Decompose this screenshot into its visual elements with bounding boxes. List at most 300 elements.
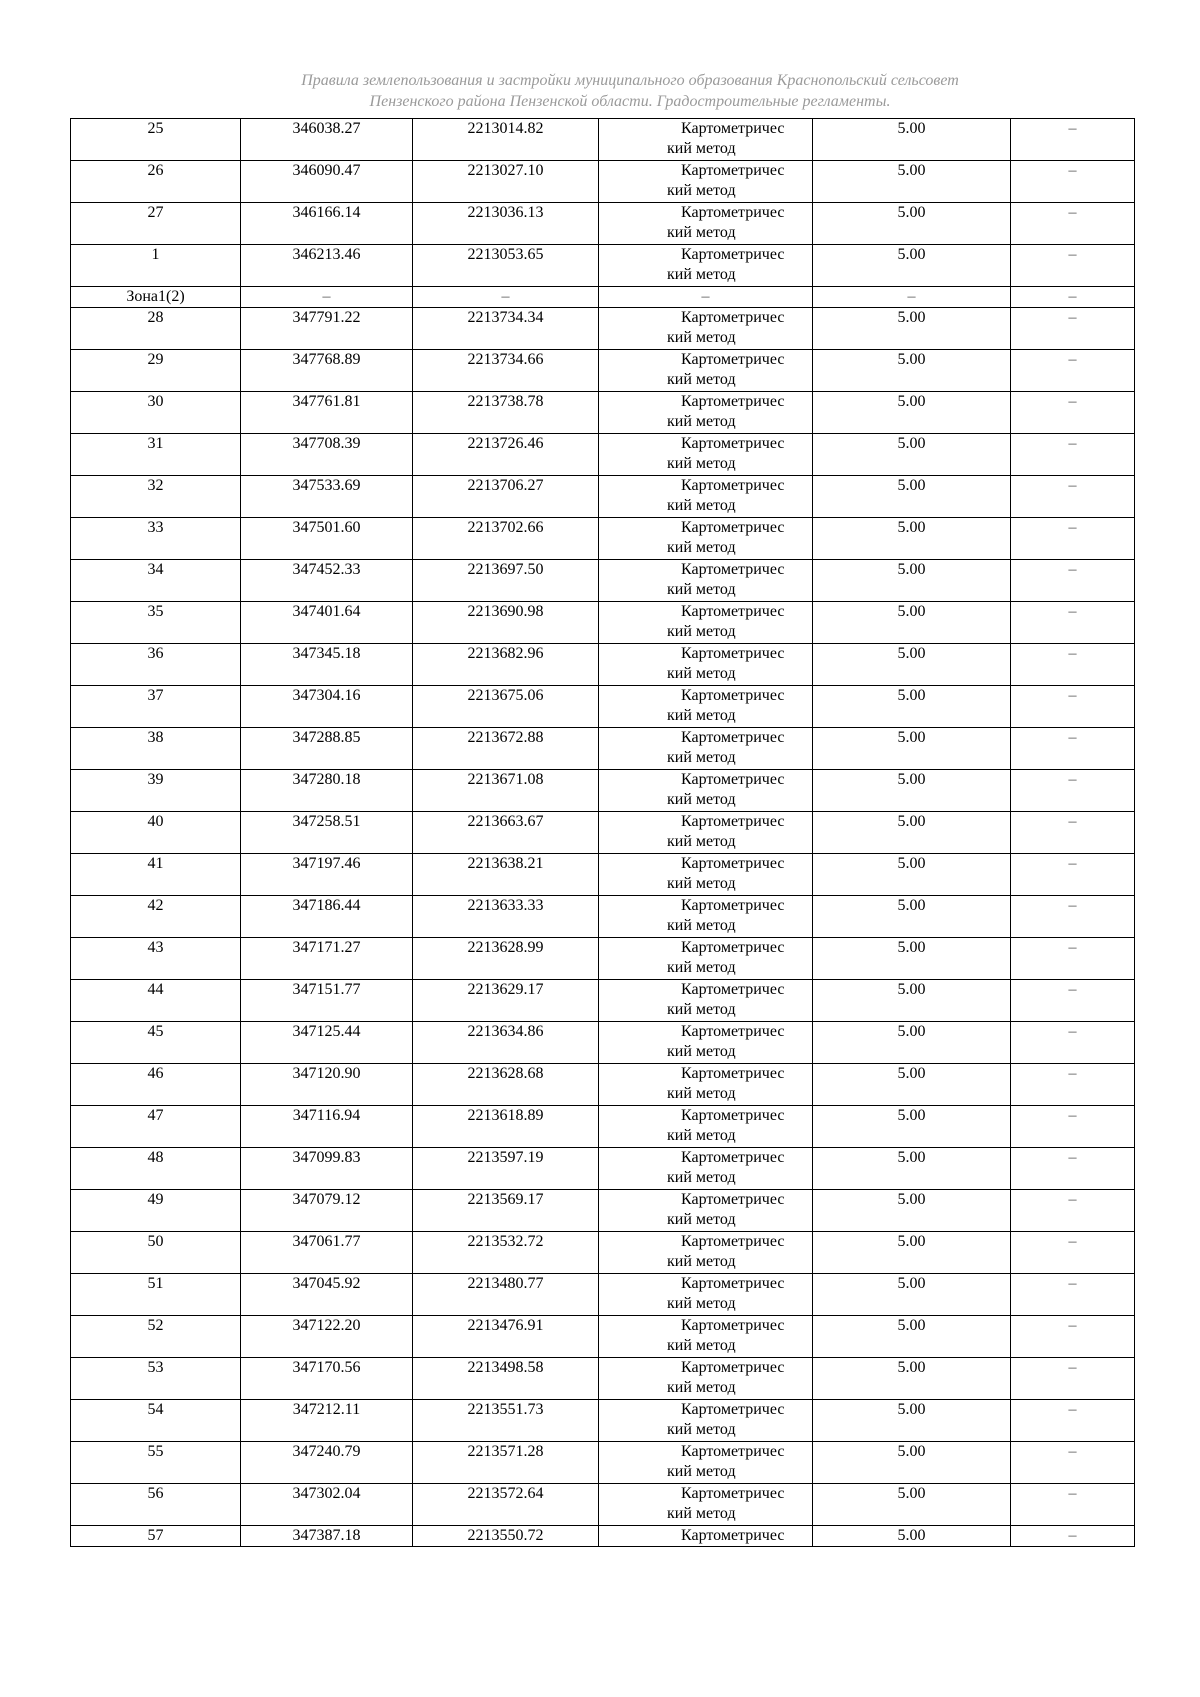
description-cell: – — [1011, 1022, 1135, 1064]
y-coordinate-cell: 2213476.91 — [413, 1316, 599, 1358]
zone-dash-cell: – — [413, 287, 599, 308]
x-coordinate-cell: 347401.64 — [241, 602, 413, 644]
accuracy-cell: 5.00 — [813, 1316, 1011, 1358]
zone-row — [71, 287, 1135, 308]
description-cell: – — [1011, 980, 1135, 1022]
point-number-cell: 39 — [71, 770, 241, 812]
description-cell: – — [1011, 644, 1135, 686]
method-text-line-1: Картометричес — [681, 1317, 785, 1334]
method-text-line-1: Картометричес — [681, 1191, 785, 1208]
point-number-cell: 50 — [71, 1232, 241, 1274]
method-cell — [599, 812, 813, 854]
x-coordinate-cell: 346166.14 — [241, 203, 413, 245]
accuracy-cell: 5.00 — [813, 1274, 1011, 1316]
description-cell: – — [1011, 1148, 1135, 1190]
zone-dash-cell: – — [241, 287, 413, 308]
method-text-line-2: кий метод — [667, 1169, 736, 1186]
y-coordinate-cell: 2213480.77 — [413, 1274, 599, 1316]
x-coordinate-cell: 347345.18 — [241, 644, 413, 686]
method-text-line-1: Картометричес — [681, 1149, 785, 1166]
method-cell — [599, 434, 813, 476]
point-number-cell: 44 — [71, 980, 241, 1022]
accuracy-cell: 5.00 — [813, 434, 1011, 476]
accuracy-cell: 5.00 — [813, 1022, 1011, 1064]
y-coordinate-cell: 2213498.58 — [413, 1358, 599, 1400]
table-row — [71, 854, 1135, 896]
method-cell — [599, 1148, 813, 1190]
table-row — [71, 434, 1135, 476]
method-text-line-1: Картометричес — [681, 1107, 785, 1124]
accuracy-cell: 5.00 — [813, 203, 1011, 245]
method-cell — [599, 350, 813, 392]
x-coordinate-cell: 347302.04 — [241, 1484, 413, 1526]
y-coordinate-cell: 2213734.66 — [413, 350, 599, 392]
method-text-line-1: Картометричес — [681, 813, 785, 830]
point-number-cell: 28 — [71, 308, 241, 350]
x-coordinate-cell: 347280.18 — [241, 770, 413, 812]
point-number-cell: 42 — [71, 896, 241, 938]
method-text-line-1: Картометричес — [681, 981, 785, 998]
y-coordinate-cell: 2213738.78 — [413, 392, 599, 434]
point-number-cell: 54 — [71, 1400, 241, 1442]
description-cell: – — [1011, 350, 1135, 392]
point-number-cell: 34 — [71, 560, 241, 602]
accuracy-cell: 5.00 — [813, 980, 1011, 1022]
y-coordinate-cell: 2213734.34 — [413, 308, 599, 350]
y-coordinate-cell: 2213618.89 — [413, 1106, 599, 1148]
description-cell: – — [1011, 1526, 1135, 1547]
point-number-cell: 41 — [71, 854, 241, 896]
table-row — [71, 1526, 1135, 1547]
method-cell — [599, 1274, 813, 1316]
y-coordinate-cell: 2213629.17 — [413, 980, 599, 1022]
x-coordinate-cell: 347501.60 — [241, 518, 413, 560]
accuracy-cell: 5.00 — [813, 686, 1011, 728]
table-row — [71, 476, 1135, 518]
method-text-line-1: Картометричес — [681, 204, 785, 221]
table-row — [71, 518, 1135, 560]
table-row — [71, 896, 1135, 938]
x-coordinate-cell: 347061.77 — [241, 1232, 413, 1274]
method-text-line-1: Картометричес — [681, 1359, 785, 1376]
method-text-line-1: Картометричес — [681, 603, 785, 620]
point-number-cell: 51 — [71, 1274, 241, 1316]
x-coordinate-cell: 347186.44 — [241, 896, 413, 938]
accuracy-cell: 5.00 — [813, 812, 1011, 854]
description-cell: – — [1011, 161, 1135, 203]
method-text-line-1: Картометричес — [681, 351, 785, 368]
method-cell — [599, 245, 813, 287]
description-cell: – — [1011, 728, 1135, 770]
method-text-line-2: кий метод — [667, 1379, 736, 1396]
method-cell — [599, 518, 813, 560]
method-text-line-2: кий метод — [667, 917, 736, 934]
method-text-line-1: Картометричес — [681, 393, 785, 410]
y-coordinate-cell: 2213027.10 — [413, 161, 599, 203]
method-cell — [599, 1400, 813, 1442]
point-number-cell: 40 — [71, 812, 241, 854]
x-coordinate-cell: 346038.27 — [241, 119, 413, 161]
header-line-2: Пензенского района Пензенской области. Градостроительные регламенты. — [369, 93, 891, 110]
description-cell: – — [1011, 1358, 1135, 1400]
x-coordinate-cell: 347791.22 — [241, 308, 413, 350]
method-cell — [599, 1358, 813, 1400]
point-number-cell: 38 — [71, 728, 241, 770]
table-row — [71, 1022, 1135, 1064]
y-coordinate-cell: 2213628.68 — [413, 1064, 599, 1106]
description-cell: – — [1011, 770, 1135, 812]
description-cell: – — [1011, 1106, 1135, 1148]
method-text-line-1: Картометричес — [681, 162, 785, 179]
x-coordinate-cell: 346090.47 — [241, 161, 413, 203]
method-text-line-1: Картометричес — [681, 120, 785, 137]
method-cell — [599, 770, 813, 812]
table-row — [71, 308, 1135, 350]
y-coordinate-cell: 2213706.27 — [413, 476, 599, 518]
y-coordinate-cell: 2213014.82 — [413, 119, 599, 161]
description-cell: – — [1011, 938, 1135, 980]
table-row — [71, 1316, 1135, 1358]
method-text-line-1: Картометричес — [681, 1065, 785, 1082]
description-cell: – — [1011, 1232, 1135, 1274]
table-row — [71, 938, 1135, 980]
x-coordinate-cell: 347122.20 — [241, 1316, 413, 1358]
method-cell — [599, 938, 813, 980]
method-text-line-2: кий метод — [667, 665, 736, 682]
method-text-line-2: кий метод — [667, 182, 736, 199]
y-coordinate-cell: 2213036.13 — [413, 203, 599, 245]
method-cell — [599, 161, 813, 203]
point-number-cell: 46 — [71, 1064, 241, 1106]
accuracy-cell: 5.00 — [813, 1484, 1011, 1526]
method-text-line-2: кий метод — [667, 749, 736, 766]
method-text-line-2: кий метод — [667, 539, 736, 556]
y-coordinate-cell: 2213682.96 — [413, 644, 599, 686]
method-cell — [599, 1190, 813, 1232]
y-coordinate-cell: 2213633.33 — [413, 896, 599, 938]
method-cell — [599, 1064, 813, 1106]
x-coordinate-cell: 347387.18 — [241, 1526, 413, 1547]
zone-dash-cell: – — [813, 287, 1011, 308]
y-coordinate-cell: 2213697.50 — [413, 560, 599, 602]
method-text-line-2: кий метод — [667, 497, 736, 514]
method-text-line-2: кий метод — [667, 1253, 736, 1270]
x-coordinate-cell: 347125.44 — [241, 1022, 413, 1064]
method-text-line-1: Картометричес — [681, 477, 785, 494]
description-cell: – — [1011, 434, 1135, 476]
point-number-cell: 37 — [71, 686, 241, 728]
description-cell: – — [1011, 812, 1135, 854]
table-row — [71, 1400, 1135, 1442]
zone-dash-cell: – — [1011, 287, 1135, 308]
point-number-cell: 29 — [71, 350, 241, 392]
table-row — [71, 1106, 1135, 1148]
method-cell — [599, 119, 813, 161]
method-cell — [599, 1232, 813, 1274]
point-number-cell: 57 — [71, 1526, 241, 1547]
point-number-cell: 45 — [71, 1022, 241, 1064]
y-coordinate-cell: 2213671.08 — [413, 770, 599, 812]
method-text-line-1: Картометричес — [681, 645, 785, 662]
method-text-line-1: Картометричес — [681, 687, 785, 704]
method-text-line-2: кий метод — [667, 413, 736, 430]
description-cell: – — [1011, 602, 1135, 644]
point-number-cell: 49 — [71, 1190, 241, 1232]
method-text-line-1: Картометричес — [681, 1401, 785, 1418]
method-text-line-2: кий метод — [667, 1337, 736, 1354]
method-text-line-2: кий метод — [667, 1421, 736, 1438]
method-text-line-2: кий метод — [667, 1001, 736, 1018]
description-cell: – — [1011, 245, 1135, 287]
description-cell: – — [1011, 518, 1135, 560]
x-coordinate-cell: 347079.12 — [241, 1190, 413, 1232]
method-text-line-1: Картометричес — [681, 309, 785, 326]
method-text-line-1: Картометричес — [681, 729, 785, 746]
description-cell: – — [1011, 1064, 1135, 1106]
description-cell: – — [1011, 1316, 1135, 1358]
accuracy-cell: 5.00 — [813, 854, 1011, 896]
y-coordinate-cell: 2213675.06 — [413, 686, 599, 728]
description-cell: – — [1011, 476, 1135, 518]
point-number-cell: 35 — [71, 602, 241, 644]
table-row — [71, 350, 1135, 392]
x-coordinate-cell: 347761.81 — [241, 392, 413, 434]
method-text-line-1: Картометричес — [681, 435, 785, 452]
description-cell: – — [1011, 686, 1135, 728]
method-text-line-2: кий метод — [667, 1085, 736, 1102]
method-text-line-1: Картометричес — [681, 1443, 785, 1460]
point-number-cell: 27 — [71, 203, 241, 245]
x-coordinate-cell: 347045.92 — [241, 1274, 413, 1316]
description-cell: – — [1011, 1400, 1135, 1442]
accuracy-cell: 5.00 — [813, 308, 1011, 350]
y-coordinate-cell: 2213550.72 — [413, 1526, 599, 1547]
y-coordinate-cell: 2213053.65 — [413, 245, 599, 287]
point-number-cell: 52 — [71, 1316, 241, 1358]
method-text-line-2: кий метод — [667, 791, 736, 808]
point-number-cell: 32 — [71, 476, 241, 518]
method-text-line-1: Картометричес — [681, 519, 785, 536]
x-coordinate-cell: 347170.56 — [241, 1358, 413, 1400]
method-text-line-2: кий метод — [667, 707, 736, 724]
y-coordinate-cell: 2213638.21 — [413, 854, 599, 896]
coordinates-table — [70, 118, 1135, 1547]
point-number-cell: 56 — [71, 1484, 241, 1526]
table-row — [71, 644, 1135, 686]
y-coordinate-cell: 2213690.98 — [413, 602, 599, 644]
table-row — [71, 1148, 1135, 1190]
description-cell: – — [1011, 1274, 1135, 1316]
accuracy-cell: 5.00 — [813, 1148, 1011, 1190]
table-row — [71, 1232, 1135, 1274]
method-cell — [599, 854, 813, 896]
table-row — [71, 980, 1135, 1022]
accuracy-cell: 5.00 — [813, 1358, 1011, 1400]
x-coordinate-cell: 347212.11 — [241, 1400, 413, 1442]
accuracy-cell: 5.00 — [813, 161, 1011, 203]
description-cell: – — [1011, 203, 1135, 245]
table-row — [71, 560, 1135, 602]
x-coordinate-cell: 347171.27 — [241, 938, 413, 980]
x-coordinate-cell: 347258.51 — [241, 812, 413, 854]
x-coordinate-cell: 347452.33 — [241, 560, 413, 602]
accuracy-cell: 5.00 — [813, 518, 1011, 560]
method-cell — [599, 1442, 813, 1484]
accuracy-cell: 5.00 — [813, 1526, 1011, 1547]
description-cell: – — [1011, 119, 1135, 161]
method-cell — [599, 602, 813, 644]
method-text-line-2: кий метод — [667, 623, 736, 640]
point-number-cell: 47 — [71, 1106, 241, 1148]
point-number-cell: 43 — [71, 938, 241, 980]
page-header — [0, 70, 1200, 112]
accuracy-cell: 5.00 — [813, 1106, 1011, 1148]
method-cell — [599, 1526, 813, 1547]
method-text-line-1: Картометричес — [681, 771, 785, 788]
method-text-line-2: кий метод — [667, 581, 736, 598]
table-row — [71, 686, 1135, 728]
y-coordinate-cell: 2213532.72 — [413, 1232, 599, 1274]
table-row — [71, 245, 1135, 287]
point-number-cell: 30 — [71, 392, 241, 434]
accuracy-cell: 5.00 — [813, 602, 1011, 644]
y-coordinate-cell: 2213634.86 — [413, 1022, 599, 1064]
accuracy-cell: 5.00 — [813, 1400, 1011, 1442]
x-coordinate-cell: 347197.46 — [241, 854, 413, 896]
accuracy-cell: 5.00 — [813, 560, 1011, 602]
description-cell: – — [1011, 560, 1135, 602]
accuracy-cell: 5.00 — [813, 1442, 1011, 1484]
coordinates-table-body — [71, 119, 1135, 1547]
method-text-line-2: кий метод — [667, 371, 736, 388]
description-cell: – — [1011, 392, 1135, 434]
point-number-cell: 31 — [71, 434, 241, 476]
point-number-cell: 1 — [71, 245, 241, 287]
y-coordinate-cell: 2213663.67 — [413, 812, 599, 854]
accuracy-cell: 5.00 — [813, 245, 1011, 287]
table-row — [71, 1190, 1135, 1232]
y-coordinate-cell: 2213702.66 — [413, 518, 599, 560]
point-number-cell: 48 — [71, 1148, 241, 1190]
method-cell — [599, 1106, 813, 1148]
description-cell: – — [1011, 308, 1135, 350]
x-coordinate-cell: 347708.39 — [241, 434, 413, 476]
header-line-1: Правила землепользования и застройки муниципального образования Краснопольский сельсовет — [301, 72, 959, 89]
method-text-line-2: кий метод — [667, 224, 736, 241]
table-row — [71, 1274, 1135, 1316]
y-coordinate-cell: 2213551.73 — [413, 1400, 599, 1442]
method-text-line-2: кий метод — [667, 266, 736, 283]
point-number-cell: 55 — [71, 1442, 241, 1484]
method-text-line-1: Картометричес — [681, 1527, 785, 1544]
point-number-cell: 36 — [71, 644, 241, 686]
description-cell: – — [1011, 1190, 1135, 1232]
method-text-line-2: кий метод — [667, 959, 736, 976]
method-text-line-2: кий метод — [667, 140, 736, 157]
y-coordinate-cell: 2213571.28 — [413, 1442, 599, 1484]
method-cell — [599, 308, 813, 350]
x-coordinate-cell: 347099.83 — [241, 1148, 413, 1190]
table-row — [71, 1358, 1135, 1400]
method-cell — [599, 392, 813, 434]
x-coordinate-cell: 347533.69 — [241, 476, 413, 518]
point-number-cell: 53 — [71, 1358, 241, 1400]
table-row — [71, 203, 1135, 245]
method-text-line-1: Картометричес — [681, 897, 785, 914]
method-cell — [599, 980, 813, 1022]
description-cell: – — [1011, 896, 1135, 938]
table-row — [71, 602, 1135, 644]
method-text-line-1: Картометричес — [681, 855, 785, 872]
point-number-cell: 25 — [71, 119, 241, 161]
method-text-line-2: кий метод — [667, 1295, 736, 1312]
table-row — [71, 1064, 1135, 1106]
method-cell — [599, 203, 813, 245]
method-text-line-2: кий метод — [667, 455, 736, 472]
method-text-line-1: Картометричес — [681, 561, 785, 578]
x-coordinate-cell: 347288.85 — [241, 728, 413, 770]
method-cell — [599, 896, 813, 938]
zone-label-cell: Зона1(2) — [71, 287, 241, 308]
x-coordinate-cell: 347768.89 — [241, 350, 413, 392]
method-text-line-1: Картометричес — [681, 939, 785, 956]
accuracy-cell: 5.00 — [813, 770, 1011, 812]
method-text-line-1: Картометричес — [681, 246, 785, 263]
y-coordinate-cell: 2213597.19 — [413, 1148, 599, 1190]
accuracy-cell: 5.00 — [813, 896, 1011, 938]
y-coordinate-cell: 2213569.17 — [413, 1190, 599, 1232]
method-cell — [599, 476, 813, 518]
zone-dash-cell: – — [599, 287, 813, 308]
method-cell — [599, 1316, 813, 1358]
method-text-line-1: Картометричес — [681, 1275, 785, 1292]
accuracy-cell: 5.00 — [813, 476, 1011, 518]
method-text-line-2: кий метод — [667, 1463, 736, 1480]
x-coordinate-cell: 346213.46 — [241, 245, 413, 287]
x-coordinate-cell: 347116.94 — [241, 1106, 413, 1148]
method-cell — [599, 560, 813, 602]
method-text-line-1: Картометричес — [681, 1023, 785, 1040]
description-cell: – — [1011, 1442, 1135, 1484]
accuracy-cell: 5.00 — [813, 938, 1011, 980]
description-cell: – — [1011, 854, 1135, 896]
x-coordinate-cell: 347304.16 — [241, 686, 413, 728]
accuracy-cell: 5.00 — [813, 1064, 1011, 1106]
y-coordinate-cell: 2213628.99 — [413, 938, 599, 980]
method-text-line-2: кий метод — [667, 1505, 736, 1522]
y-coordinate-cell: 2213726.46 — [413, 434, 599, 476]
method-cell — [599, 644, 813, 686]
method-cell — [599, 1484, 813, 1526]
accuracy-cell: 5.00 — [813, 1190, 1011, 1232]
table-row — [71, 1442, 1135, 1484]
accuracy-cell: 5.00 — [813, 392, 1011, 434]
method-text-line-2: кий метод — [667, 875, 736, 892]
method-cell — [599, 1022, 813, 1064]
table-row — [71, 812, 1135, 854]
table-row — [71, 728, 1135, 770]
method-cell — [599, 686, 813, 728]
table-row — [71, 161, 1135, 203]
method-text-line-2: кий метод — [667, 329, 736, 346]
table-row — [71, 770, 1135, 812]
method-text-line-1: Картометричес — [681, 1485, 785, 1502]
method-text-line-2: кий метод — [667, 1127, 736, 1144]
method-text-line-2: кий метод — [667, 1211, 736, 1228]
method-cell — [599, 728, 813, 770]
accuracy-cell: 5.00 — [813, 119, 1011, 161]
table-row — [71, 392, 1135, 434]
